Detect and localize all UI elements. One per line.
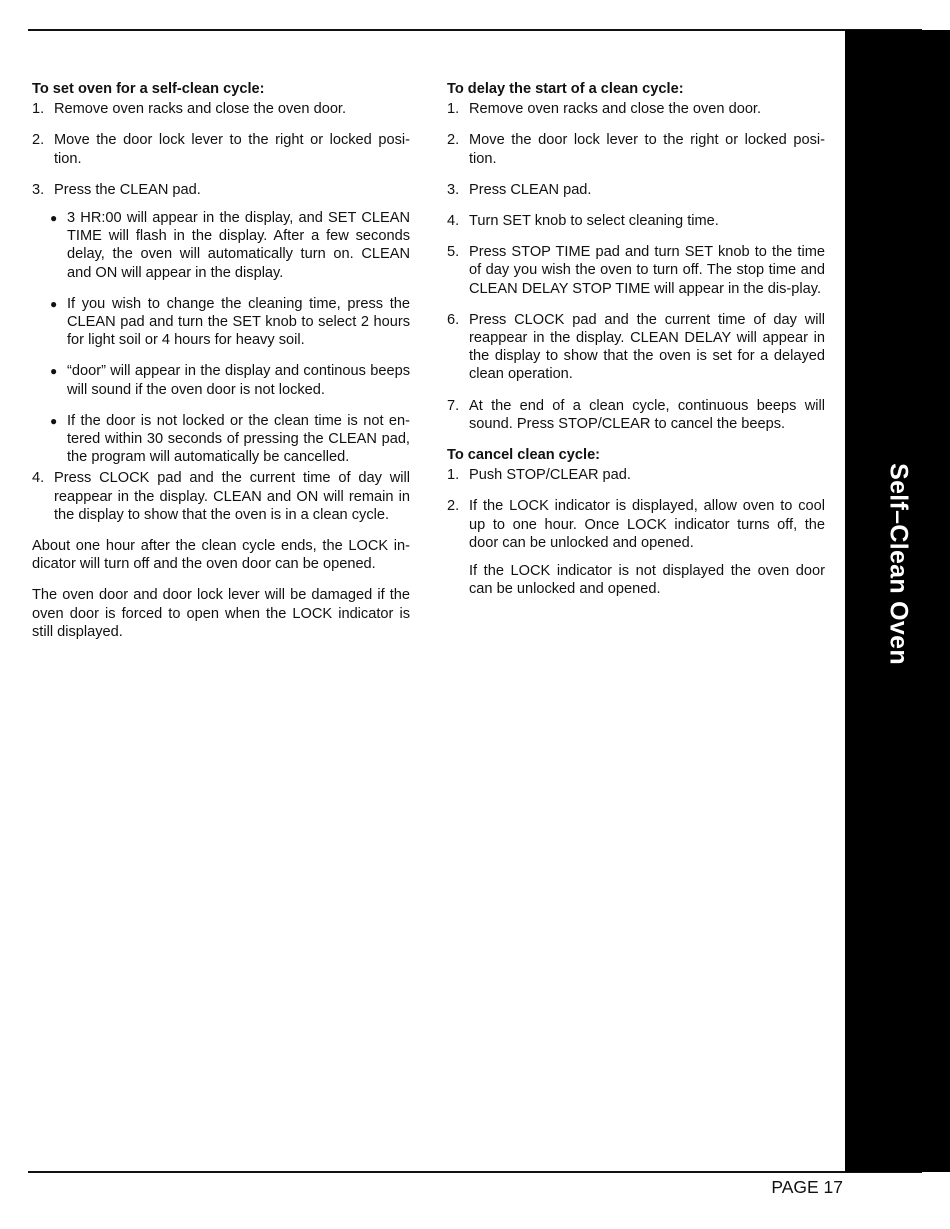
step-number: 1.: [447, 467, 460, 484]
bullet-icon: ●: [50, 413, 58, 428]
bullet-icon: ●: [50, 296, 58, 311]
bullet-text: If the door is not locked or the clean time is not en-tered within 30 seconds of pressing the CLEAN pad, the program will automatically be cancelled.: [67, 412, 410, 466]
step-number: 7.: [447, 397, 460, 414]
step-number: 1.: [447, 101, 460, 118]
warning-paragraph: The oven door and door lock lever will be damaged if the oven door is forced to open when the LOCK indicator is still displayed.: [32, 587, 410, 640]
delay-clean-steps: [447, 100, 825, 433]
step-text: Press the CLEAN pad.: [54, 181, 201, 198]
step-text: If the LOCK indicator is displayed, allow oven to cool up to one hour. Once LOCK indicator turns off, the door can be unlocked and opened.: [469, 498, 825, 551]
list-item: [32, 181, 410, 467]
lock-indicator-paragraph: About one hour after the clean cycle ends, the LOCK in-dicator will turn off and the oven door can be opened.: [32, 538, 410, 573]
bottom-rule: [28, 1171, 922, 1173]
list-item: [447, 131, 825, 167]
list-item: [447, 100, 825, 118]
right-column: [447, 80, 825, 611]
bullet-icon: ●: [50, 211, 58, 226]
page-number: PAGE 17: [771, 1177, 843, 1197]
step-text: Move the door lock lever to the right or locked posi-tion.: [54, 132, 410, 167]
step-text: Remove oven racks and close the oven door.: [469, 101, 762, 118]
step-text: At the end of a clean cycle, continuous beeps will sound. Press STOP/CLEAR to cancel the beeps.: [469, 397, 825, 432]
list-item: [447, 243, 825, 298]
bullet-icon: ●: [50, 364, 58, 379]
step-text: Remove oven racks and close the oven door.: [54, 101, 347, 118]
list-item: [447, 466, 825, 484]
list-item: [32, 469, 410, 524]
bullet-item: [50, 412, 410, 467]
step-number: 4.: [447, 213, 460, 230]
step-number: 4.: [32, 470, 45, 487]
step-text: Press CLEAN pad.: [469, 181, 592, 198]
step-3-bullets: [32, 209, 410, 466]
top-rule: [28, 29, 922, 31]
list-item: [32, 100, 410, 118]
list-item: [447, 397, 825, 433]
section-heading-self-clean: To set oven for a self-clean cycle:: [32, 81, 265, 97]
bullet-item: [50, 295, 410, 350]
list-item: [447, 311, 825, 384]
bullet-item: [50, 209, 410, 282]
step-number: 6.: [447, 311, 460, 328]
self-clean-steps: [32, 100, 410, 524]
list-item: [447, 497, 825, 598]
step-number: 3.: [32, 181, 45, 198]
cancel-clean-steps: [447, 466, 825, 598]
step-number: 2.: [447, 498, 460, 515]
step-number: 5.: [447, 244, 460, 261]
cancel-note: If the LOCK indicator is not displayed the oven door can be unlocked and opened.: [469, 563, 825, 598]
bullet-text: “door” will appear in the display and continous beeps will sound if the oven door is not locked.: [67, 363, 410, 398]
step-text: Press STOP TIME pad and turn SET knob to the time of day you wish the oven to turn off. The stop time and CLEAN DELAY STOP TIME will appear in the dis-play.: [469, 244, 825, 297]
step-text: Move the door lock lever to the right or locked posi-tion.: [469, 132, 825, 167]
side-tab-title: Self–Clean Oven: [884, 463, 912, 665]
section-heading-cancel-clean: To cancel clean cycle:: [447, 447, 601, 464]
step-number: 2.: [447, 132, 460, 149]
bullet-text: If you wish to change the cleaning time, press the CLEAN pad and turn the SET knob to select 2 hours for light soil or 4 hours for heavy soil.: [67, 295, 410, 349]
step-text: Turn SET knob to select cleaning time.: [469, 213, 719, 230]
section-heading-delay-clean: To delay the start of a clean cycle:: [447, 81, 684, 97]
list-item: [32, 131, 410, 167]
step-number: 3.: [447, 181, 460, 198]
side-tab: [845, 30, 950, 1172]
left-column: [32, 80, 410, 654]
list-item: [447, 181, 825, 199]
list-item: [447, 212, 825, 230]
step-text: Push STOP/CLEAR pad.: [469, 467, 631, 484]
bullet-item: [50, 362, 410, 398]
step-text: Press CLOCK pad and the current time of day will reappear in the display. CLEAN and ON will remain in the display to show that the oven is in a clean cycle.: [54, 470, 410, 523]
step-text: Press CLOCK pad and the current time of day will reappear in the display. CLEAN DELAY will appear in the display to show that the oven is set for a delayed clean operation.: [469, 311, 825, 383]
step-number: 1.: [32, 101, 45, 118]
bullet-text: 3 HR:00 will appear in the display, and SET CLEAN TIME will flash in the display. After a few seconds delay, the oven will automatically turn on. CLEAN and ON will appear in the display.: [67, 210, 410, 281]
step-number: 2.: [32, 132, 45, 149]
